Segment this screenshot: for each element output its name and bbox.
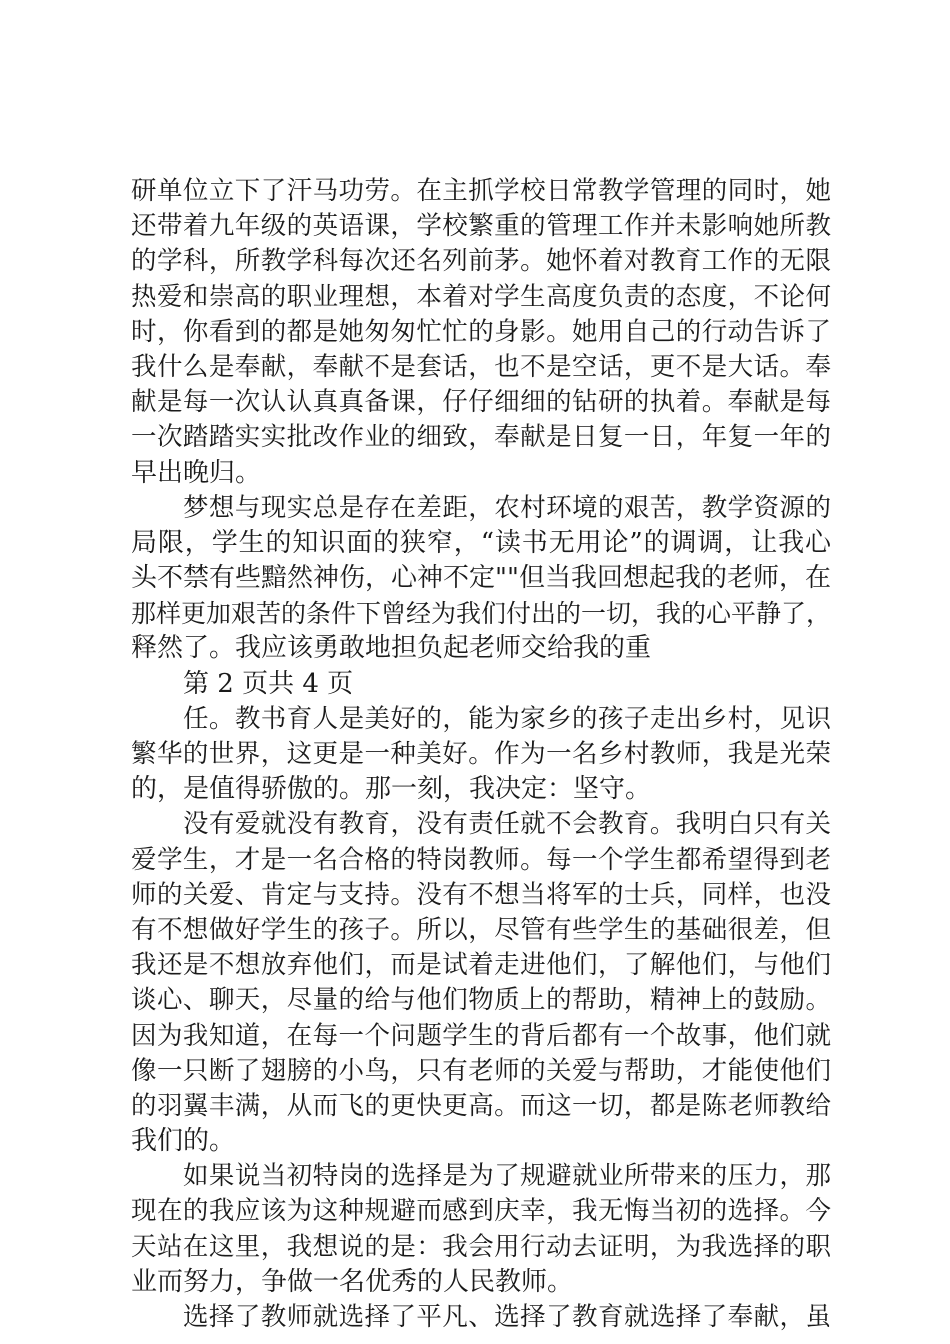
- text-line: 献是每一次认认真真备课，仔仔细细的钻研的执着。奉献是每: [131, 387, 831, 418]
- text-line: 热爱和崇高的职业理想，本着对学生高度负责的态度，不论何: [131, 281, 831, 312]
- text-line: 的羽翼丰满，从而飞的更快更高。而这一切，都是陈老师教给: [131, 1090, 831, 1121]
- text-line: 一次踏踏实实批改作业的细致，奉献是日复一日，年复一年的: [131, 422, 831, 453]
- text-line: 研单位立下了汗马功劳。在主抓学校日常教学管理的同时，她: [131, 176, 831, 206]
- text-line: 还带着九年级的英语课，学校繁重的管理工作并未影响她所教: [131, 211, 831, 242]
- text-line: 师的关爱、肯定与支持。没有不想当将军的士兵，同样，也没: [131, 879, 831, 910]
- text-line: 梦想与现实总是存在差距，农村环境的艰苦，教学资源的: [183, 492, 831, 523]
- text-line: 我什么是奉献，奉献不是套话，也不是空话，更不是大话。奉: [131, 351, 831, 382]
- document-body: [131, 174, 831, 1335]
- text-line: 局限，学生的知识面的狭窄，“读书无用论”的调调，让我心: [131, 527, 831, 558]
- text-line: 释然了。我应该勇敢地担负起老师交给我的重: [131, 633, 652, 664]
- text-line: 时，你看到的都是她匆匆忙忙的身影。她用自己的行动告诉了: [131, 316, 831, 347]
- text-line: 我们的。: [131, 1126, 236, 1157]
- text-line: 的，是值得骄傲的。那一刻，我决定：坚守。: [131, 774, 652, 805]
- text-line: 的学科，所教学科每次还名列前茅。她怀着对教育工作的无限: [131, 246, 831, 277]
- text-line: 爱学生，才是一名合格的特岗教师。每一个学生都希望得到老: [131, 844, 831, 875]
- text-line: 因为我知道，在每一个问题学生的背后都有一个故事，他们就: [131, 1020, 831, 1051]
- text-line: 早出晚归。: [131, 457, 262, 488]
- text-line: 繁华的世界，这更是一种美好。作为一名乡村教师，我是光荣: [131, 739, 831, 769]
- text-line: 如果说当初特岗的选择是为了规避就业所带来的压力，那: [183, 1161, 831, 1192]
- text-line: 像一只断了翅膀的小鸟，只有老师的关爱与帮助，才能使他们: [131, 1055, 831, 1086]
- text-line: 我还是不想放弃他们，而是试着走进他们，了解他们，与他们: [131, 950, 831, 981]
- page-footer: 第 2 页共 4 页: [183, 668, 354, 699]
- text-line: 任。教书育人是美好的，能为家乡的孩子走出乡村，见识: [183, 703, 831, 734]
- text-line: 没有爱就没有教育，没有责任就不会教育。我明白只有关: [183, 809, 831, 840]
- text-line: 业而努力，争做一名优秀的人民教师。: [131, 1266, 574, 1297]
- text-line: 天站在这里，我想说的是：我会用行动去证明，为我选择的职: [131, 1231, 831, 1262]
- text-line: 现在的我应该为这种规避而感到庆幸，我无悔当初的选择。今: [131, 1196, 831, 1227]
- text-line: 有不想做好学生的孩子。所以，尽管有些学生的基础很差，但: [131, 914, 831, 945]
- text-line: 选择了教师就选择了平凡、选择了教育就选择了奉献，虽: [183, 1302, 831, 1332]
- text-line: 谈心、聊天，尽量的给与他们物质上的帮助，精神上的鼓励。: [131, 985, 831, 1016]
- text-line: 那样更加艰苦的条件下曾经为我们付出的一切，我的心平静了，: [131, 599, 832, 629]
- text-line: 头不禁有些黯然神伤，心神不定""但当我回想起我的老师，在: [131, 563, 831, 594]
